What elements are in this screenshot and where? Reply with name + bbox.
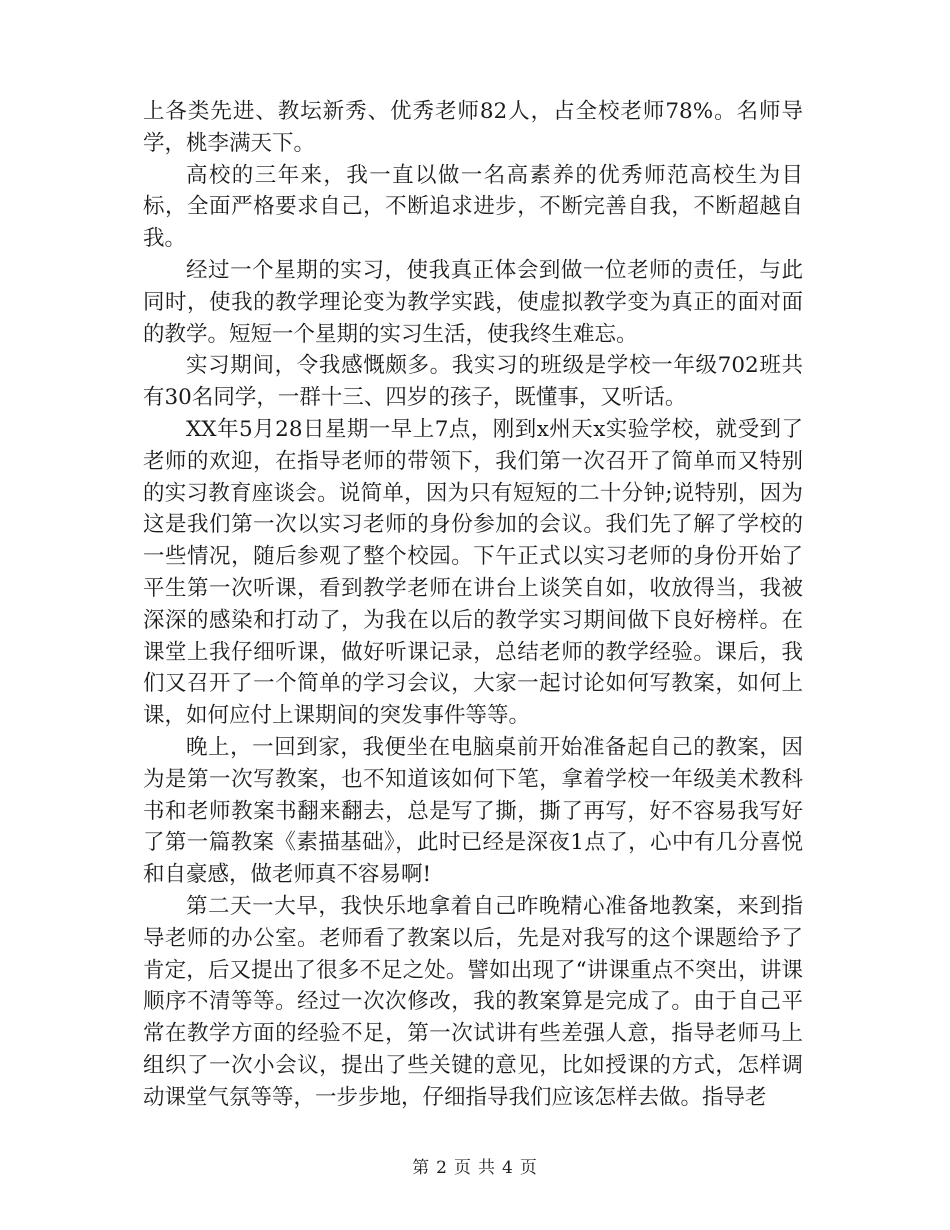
document-body: [143, 96, 803, 1114]
paragraph-1: 上各类先进、教坛新秀、优秀老师82人，占全校老师78%。名师导学，桃李满天下。: [143, 99, 803, 156]
footer-current-page: 2: [436, 1158, 448, 1178]
paragraph-6: 晚上，一回到家，我便坐在电脑桌前开始准备起自己的教案，因为是第一次写教案，也不知道该如何下笔，拿着学校一年级美术教科书和老师教案书翻来翻去，总是写了撕，撕了再写，好不容易我写好了第一篇教案《素描基础》，此时已经是深夜1点了，心中有几分喜悦和自豪感，做老师真不容易啊!: [143, 734, 803, 888]
footer-total-pages: 4: [502, 1158, 514, 1178]
footer-total-unit: 页: [519, 1158, 538, 1178]
footer-page-unit: 页: [454, 1158, 472, 1178]
page-footer: [0, 1153, 950, 1178]
paragraph-7: 第二天一大早，我快乐地拿着自己昨晚精心准备地教案，来到指导老师的办公室。老师看了教案以后，先是对我写的这个课题给予了肯定，后又提出了很多不足之处。譬如出现了“讲课重点不突出，讲课顺序不清等等。经过一次次修改，我的教案算是完成了。由于自己平常在教学方面的经验不足，第一次试讲有些差强人意，指导老师马上组织了一次小会议，提出了些关键的意见，比如授课的方式，怎样调动课堂气氛等等，一步步地，仔细指导我们应该怎样去做。指导老: [143, 893, 803, 1110]
paragraph-2: 高校的三年来，我一直以做一名高素养的优秀师范高校生为目标，全面严格要求自己，不断追求进步，不断完善自我，不断超越自我。: [143, 162, 803, 252]
paragraph-3: 经过一个星期的实习，使我真正体会到做一位老师的责任，与此同时，使我的教学理论变为教学实践，使虚拟教学变为真正的面对面的教学。短短一个星期的实习生活，使我终生难忘。: [143, 257, 803, 347]
footer-prefix: 第: [412, 1158, 431, 1178]
footer-total-prefix: 共: [478, 1158, 496, 1178]
paragraph-4: 实习期间，令我感慨颇多。我实习的班级是学校一年级702班共有30名同学，一群十三、四岁的孩子，既懂事，又听话。: [143, 353, 803, 411]
paragraph-5: XX年5月28日星期一早上7点，刚到x州天x实验学校，就受到了老师的欢迎，在指导老师的带领下，我们第一次召开了简单而又特别的实习教育座谈会。说简单，因为只有短短的二十分钟;说特别，因为这是我们第一次以实习老师的身份参加的会议。我们先了解了学校的一些情况，随后参观了整个校园。下午正式以实习老师的身份开始了平生第一次听课，看到教学老师在讲台上谈笑自如，收放得当，我被深深的感染和打动了，为我在以后的教学实习期间做下良好榜样。在课堂上我仔细听课，做好听课记录，总结老师的教学经验。课后，我们又召开了一个简单的学习会议，大家一起讨论如何写教案，如何上课，如何应付上课期间的突发事件等等。: [143, 416, 803, 729]
